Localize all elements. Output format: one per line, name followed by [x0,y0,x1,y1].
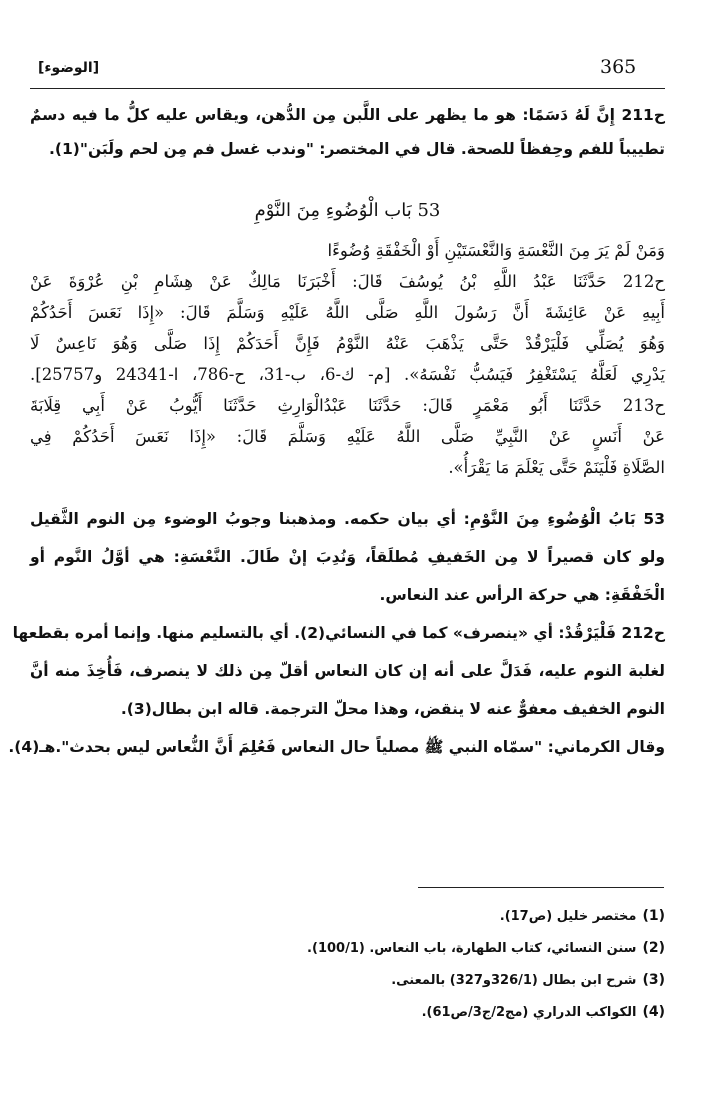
commentary-line: وقال الكرماني: "سمّاه النبي ﷺ مصلياً حال النعاس فَعُلِمَ أَنَّ النُّعاس ليس بحدث".هـ(4). [8,738,665,756]
commentary-line: ولو كان قصيراً لا مِن الخَفيفِ مُطلَقاً، وَنُدِبَ إنْ طَالَ. النَّعْسَةِ: هي أوَّلُ النَّوم أو [30,548,665,566]
chapter-title: 53 بَاب الْوُضُوءِ مِنَ النَّوْمِ [254,200,441,221]
commentary-line: تطييباً للفم وحِفظاً للصحة. قال في المختصر: "وندب غسل فم مِن لحم ولَبَن"(1). [49,140,665,158]
footnote: (1)مختصر خليل (ص17). [499,908,665,924]
commentary-line: الْخَفْقَةِ: هي حركة الرأس عند النعاس. [379,586,665,604]
hadith-line: عَنْ أَنَسٍ عَنْ النَّبِيِّ صَلَّى اللَّهُ عَلَيْهِ وَسَلَّمَ قَالَ: «إِذَا نَعَسَ أَحَدُكُمْ فِي [30,427,665,446]
hadith-line: وَمَنْ لَمْ يَرَ مِنَ النَّعْسَةِ وَالنَّعْسَتَيْنِ أَوْ الْخَفْقَةِ وُضُوءًا [327,241,665,260]
commentary-line: لغلبة النوم عليه، فَدَلَّ على أنه إن كان النعاس أقلّ مِن ذلك لا ينصرف، فَأُخِذَ منه أنَّ [30,662,665,680]
running-head: [الوضوء] [38,60,100,76]
commentary-line: 53 بَابُ الْوُضُوءِ مِنَ النَّوْمِ: أي بيان حكمه. ومذهبنا وجوبُ الوضوء مِن النوم الثَّقيل [30,510,665,528]
hadith-line: أَبِيهِ عَنْ عَائِشَةَ أَنَّ رَسُولَ اللَّهِ صَلَّى اللَّهُ عَلَيْهِ وَسَلَّمَ قَالَ: «إِذَا نَعَسَ أَحَدُكُمْ [30,303,665,322]
page-header [30,52,663,82]
hadith-text [30,235,665,483]
footnote-rule [418,887,664,888]
hadith-line: وَهُوَ يُصَلِّي فَلْيَرْقُدْ حَتَّى يَذْهَبَ عَنْهُ النَّوْمُ فَإِنَّ أَحَدَكُمْ إِذَا صَلَّى وَهُوَ نَاعِسٌ لَا [30,334,665,353]
commentary-line: ح211 إِنَّ لَهُ دَسَمًا: هو ما يظهر على اللَّبن مِن الدُّهن، ويقاس عليه كلُّ ما فيه دسمٌ [30,106,665,124]
header-rule [30,88,665,89]
commentary-line: ح212 فَلْيَرْقُدْ: أي «ينصرف» كما في النسائي(2). أي بالتسليم منها. وإنما أمره بقطعها [12,624,665,642]
hadith-line: ح212 حَدَّثَنَا عَبْدُ اللَّهِ بْنُ يُوسُفَ قَالَ: أَخْبَرَنَا مَالِكٌ عَنْ هِشَامِ بْنِ عُرْوَةَ عَنْ [30,272,665,291]
commentary-top [30,98,665,166]
commentary-line: النوم الخفيف معفوٌّ عنه لا ينقض، وهذا محلّ الترجمة. قاله ابن بطال(3). [120,700,665,718]
hadith-line: يَدْرِي لَعَلَّهُ يَسْتَغْفِرُ فَيَسُبُّ نَفْسَهُ». [م- ك-6، ب-31، ح-786، ا-24341 و25757]. [30,365,666,384]
page-number: 365 [600,56,637,78]
footnote: (2)سنن النسائي، كتاب الطهارة، باب النعاس. (100/1). [307,940,665,956]
hadith-line: الصَّلَاةِ فَلْيَنَمْ حَتَّى يَعْلَمَ مَا يَقْرَأُ». [448,458,665,477]
commentary-main [8,500,665,766]
footnote: (4)الكواكب الدراري (مج2/ج3/ص61). [421,1004,665,1020]
hadith-line: ح213 حَدَّثَنَا أَبُو مَعْمَرٍ قَالَ: حَدَّثَنَا عَبْدُالْوَارِثِ حَدَّثَنَا أَيُّوبُ عَنْ أَبِي قِلَابَةَ [30,396,665,415]
footnotes [200,900,665,1028]
footnote: (3)شرح ابن بطال (326/1و327) بالمعنى. [391,972,665,988]
